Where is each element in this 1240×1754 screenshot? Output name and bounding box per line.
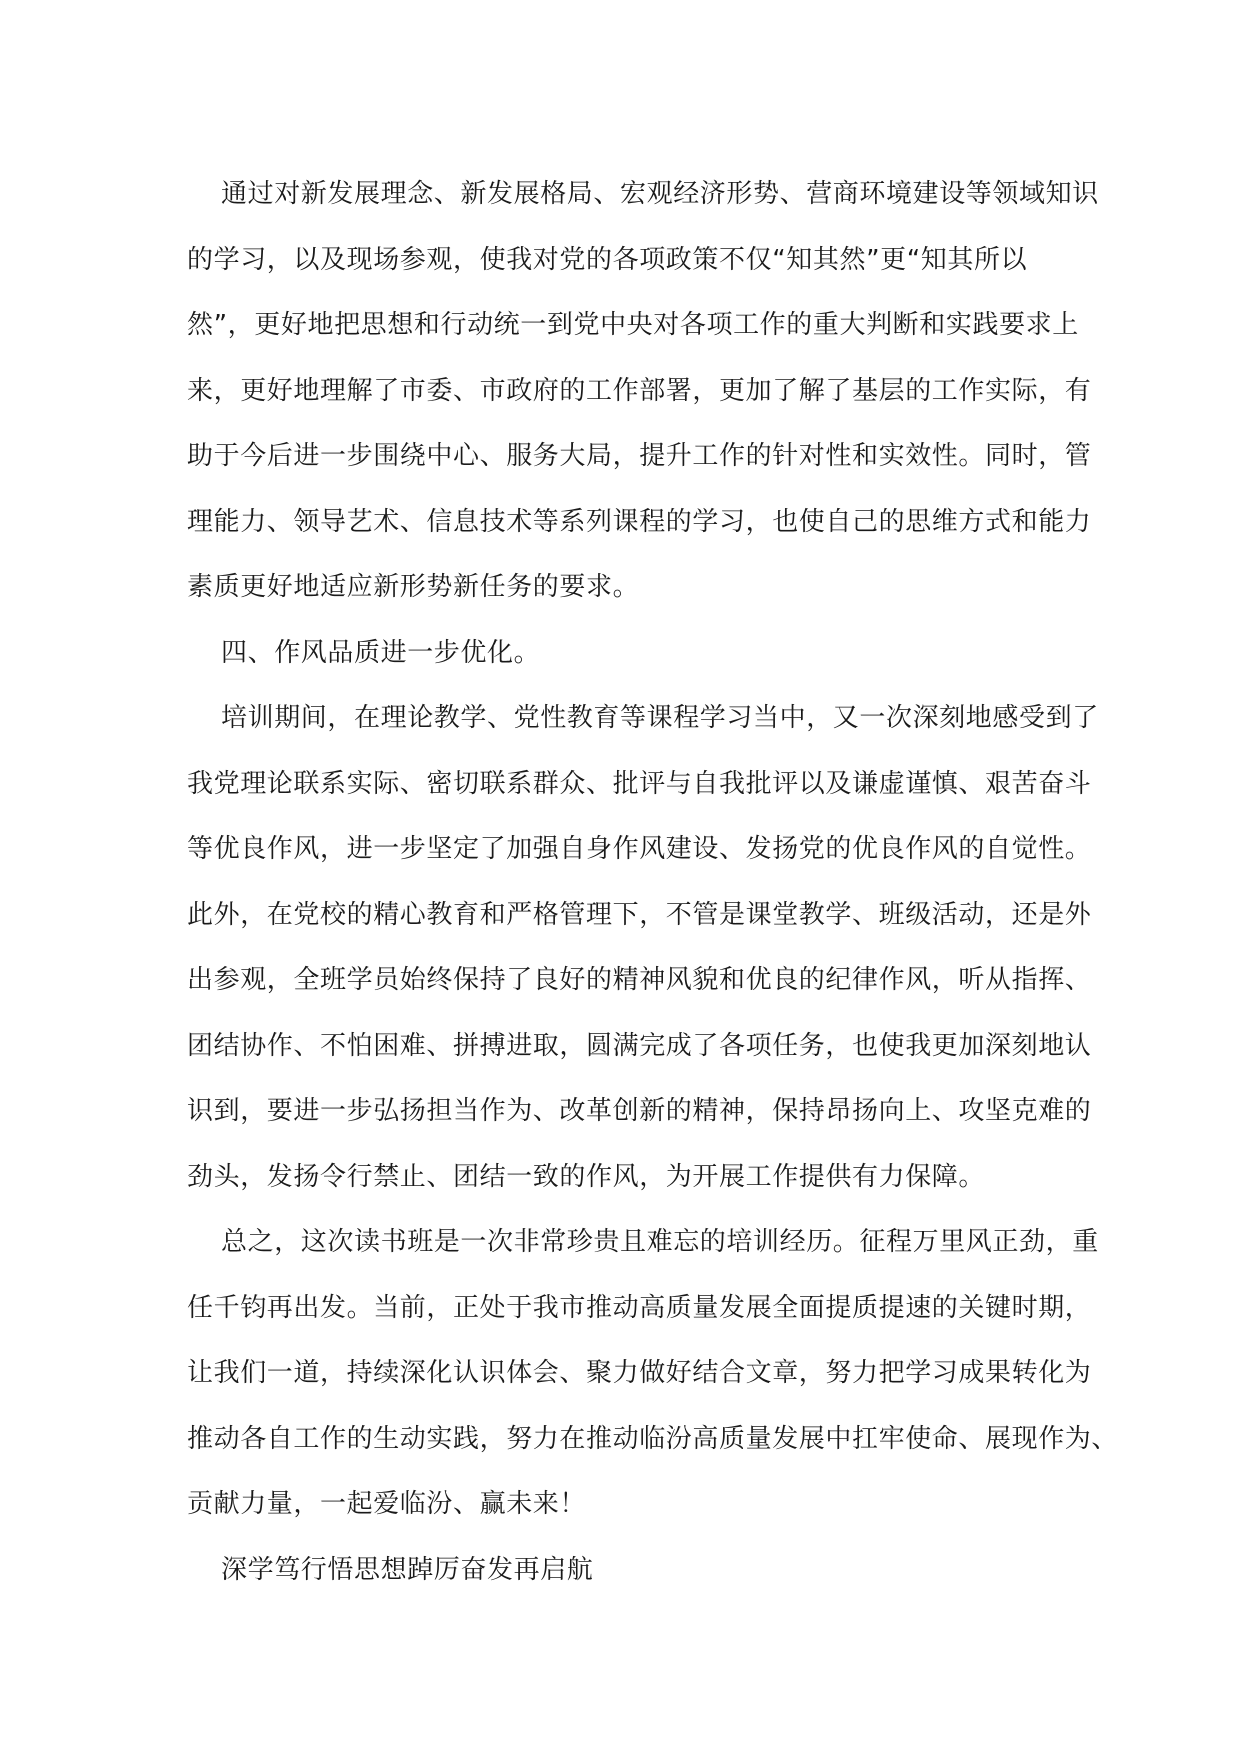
text-line: 的学习，以及现场参观，使我对党的各项政策不仅“知其然”更“知其所以 (187, 244, 1028, 275)
text-line: 理能力、领导艺术、信息技术等系列课程的学习，也使自己的思维方式和能力 (187, 506, 1092, 537)
text-line: 出参观，全班学员始终保持了良好的精神风貌和优良的纪律作风，听从指挥、 (187, 965, 1092, 995)
text-line: 我党理论联系实际、密切联系群众、批评与自我批评以及谦虚谨慎、艰苦奋斗 (187, 768, 1092, 799)
section-heading: 四、作风品质进一步优化。 (221, 637, 541, 668)
text-line: 培训期间，在理论教学、党性教育等课程学习当中，又一次深刻地感受到了 (221, 703, 1099, 733)
text-line: 素质更好地适应新形势新任务的要求。 (187, 572, 640, 602)
document-body (187, 173, 1119, 1614)
text-line: 劲头，发扬令行禁止、团结一致的作风，为开展工作提供有力保障。 (187, 1161, 986, 1192)
text-line: 团结协作、不怕困难、拼搏进取，圆满完成了各项任务，也使我更加深刻地认 (187, 1030, 1092, 1061)
text-line: 来，更好地理解了市委、市政府的工作部署，更加了解了基层的工作实际，有 (187, 375, 1092, 406)
text-line: 通过对新发展理念、新发展格局、宏观经济形势、营商环境建设等领域知识 (221, 179, 1099, 209)
text-line: 任千钧再出发。当前，正处于我市推动高质量发展全面提质提速的关键时期， (187, 1292, 1092, 1323)
text-line: 然”，更好地把思想和行动统一到党中央对各项工作的重大判断和实践要求上 (187, 310, 1079, 340)
text-line: 助于今后进一步围绕中心、服务大局，提升工作的针对性和实效性。同时，管 (187, 441, 1092, 471)
text-line: 让我们一道，持续深化认识体会、聚力做好结合文章，努力把学习成果转化为 (187, 1358, 1092, 1388)
text-line: 此外，在党校的精心教育和严格管理下，不管是课堂教学、班级活动，还是外 (187, 899, 1092, 930)
text-line: 推动各自工作的生动实践，努力在推动临汾高质量发展中扛牢使命、展现作为、 (187, 1423, 1119, 1454)
text-line: 识到，要进一步弘扬担当作为、改革创新的精神，保持昂扬向上、攻坚克难的 (187, 1096, 1092, 1126)
article-title: 深学笃行悟思想踔厉奋发再启航 (221, 1554, 594, 1585)
text-line: 总之，这次读书班是一次非常珍贵且难忘的培训经历。征程万里风正劲，重 (221, 1227, 1099, 1257)
text-line: 贡献力量，一起爱临汾、赢未来！ (187, 1489, 587, 1519)
text-line: 等优良作风，进一步坚定了加强自身作风建设、发扬党的优良作风的自觉性。 (187, 834, 1092, 864)
